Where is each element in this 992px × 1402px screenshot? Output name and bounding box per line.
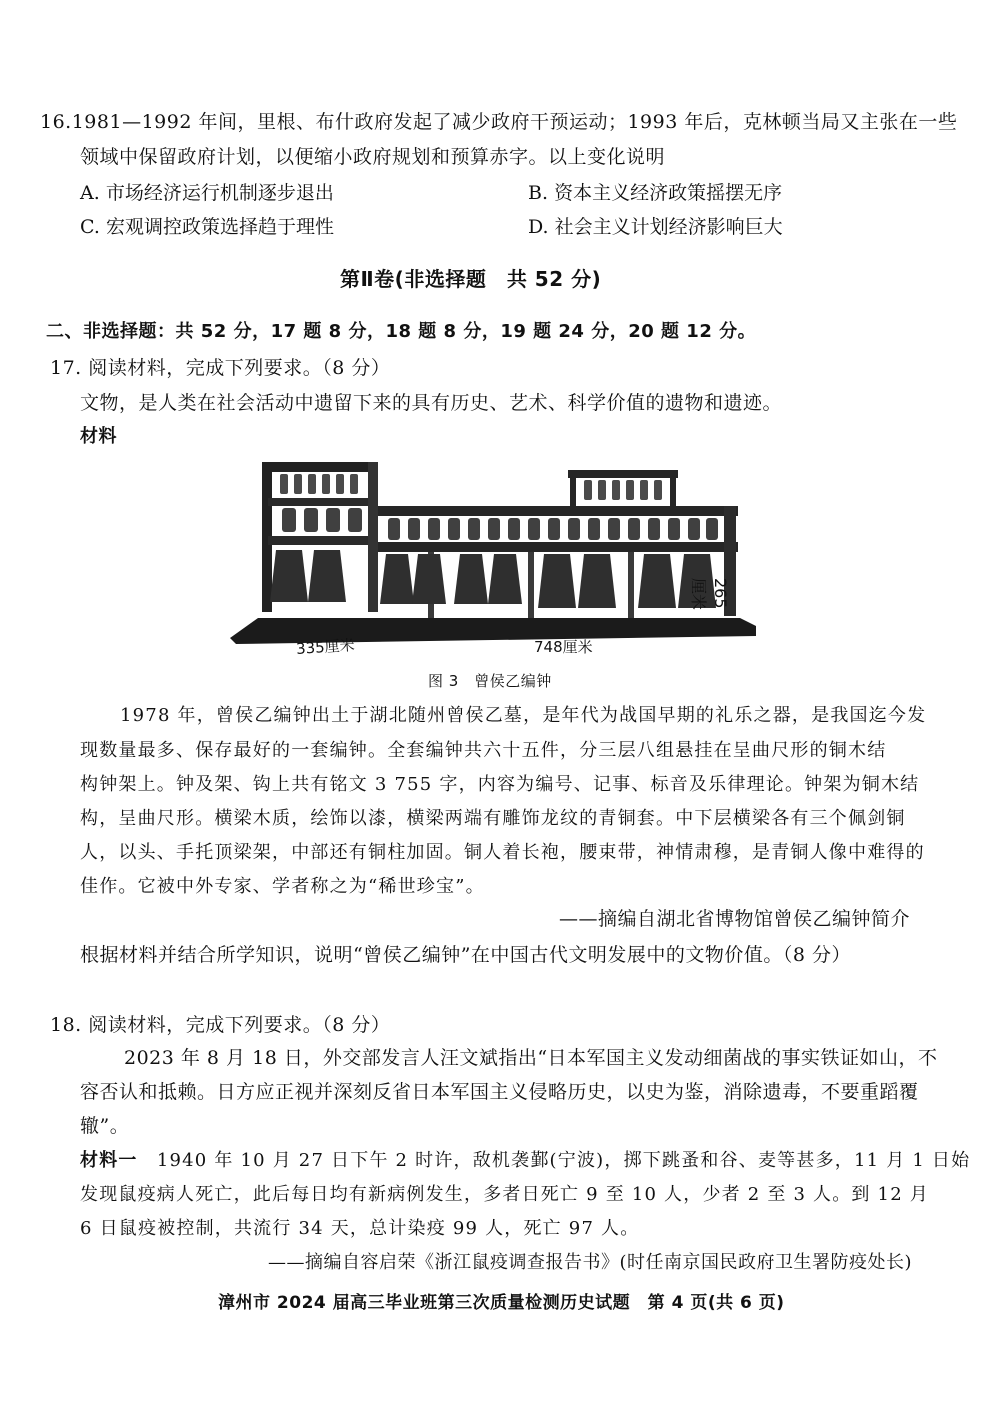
q18-material1-line3: 6 日鼠疫被控制，共流行 34 天，总计染疫 99 人，死亡 97 人。 bbox=[80, 1218, 640, 1239]
q17-task: 根据材料并结合所学知识，说明“曾侯乙编钟”在中国古代文明发展中的文物价值。（8 分） bbox=[80, 944, 852, 966]
q16-stem-text: 1981—1992 年间，里根、布什政府发起了减少政府干预运动；1993 年后，克林顿当局又主张在一些 bbox=[71, 111, 958, 133]
q17-paragraph-line4: 构，呈曲尺形。横梁木质，绘饰以漆，横梁两端有雕饰龙纹的青铜套。中下层横梁各有三个佩剑铜 bbox=[80, 808, 906, 829]
q17-paragraph-line6: 佳作。它被中外专家、学者称之为“稀世珍宝”。 bbox=[80, 876, 485, 897]
q17-paragraph-line5: 人，以头、手托顶梁架，中部还有铜柱加固。铜人着长袍，腰束带，神情肃穆，是青铜人像中难得的 bbox=[80, 842, 925, 863]
q18-header: 18. 阅读材料，完成下列要求。（8 分） bbox=[50, 1014, 391, 1036]
q18-material1-label: 材料一 bbox=[80, 1150, 138, 1171]
q17-paragraph-line1: 1978 年，曾侯乙编钟出土于湖北随州曾侯乙墓，是年代为战国早期的礼乐之器，是我国迄今发 bbox=[120, 705, 927, 726]
figure-caption: 图 3 曾侯乙编钟 bbox=[428, 672, 552, 690]
q18-intro-line3: 辙”。 bbox=[80, 1115, 130, 1137]
bianzhong-figure bbox=[228, 458, 768, 658]
figure-dim-main: 748厘米 bbox=[534, 638, 593, 656]
figure-dim-left: 335厘米 bbox=[295, 635, 356, 659]
q16-option-b: B. 资本主义经济政策摇摆无序 bbox=[528, 182, 783, 204]
q17-header: 17. 阅读材料，完成下列要求。（8 分） bbox=[50, 357, 391, 379]
q16-option-d: D. 社会主义计划经济影响巨大 bbox=[528, 216, 783, 238]
page-footer: 漳州市 2024 届高三毕业班第三次质量检测历史试题 第 4 页(共 6 页) bbox=[218, 1293, 785, 1313]
q18-intro-line1: 2023 年 8 月 18 日，外交部发言人汪文斌指出“日本军国主义发动细菌战的事实铁证如山，不 bbox=[124, 1047, 938, 1069]
q17-intro: 文物，是人类在社会活动中遗留下来的具有历史、艺术、科学价值的遗物和遗迹。 bbox=[80, 392, 783, 414]
q18-material1-text1: 1940 年 10 月 27 日下午 2 时许，敌机袭鄞(宁波)，掷下跳蚤和谷、麦等甚多，11 月 1 日始 bbox=[156, 1150, 971, 1171]
section2-intro: 二、非选择题：共 52 分，17 题 8 分，18 题 8 分，19 题 24 分，20 题 12 分。 bbox=[46, 321, 757, 342]
q17-material-label: 材料 bbox=[80, 426, 117, 447]
q16-stem-line1 bbox=[40, 109, 957, 135]
q18-material1-line2: 发现鼠疫病人死亡，此后每日均有新病例发生，多者日死亡 9 至 10 人，少者 2 至 3 人。到 12 月 bbox=[80, 1184, 929, 1205]
section2-title: 第Ⅱ卷(非选择题 共 52 分) bbox=[340, 267, 602, 291]
q16-number: 16. bbox=[40, 111, 72, 133]
figure-dim-height: 265厘米 bbox=[689, 578, 730, 611]
bianzhong-illustration bbox=[228, 458, 768, 658]
q17-paragraph-line3: 构钟架上。钟及架、钩上共有铭文 3 755 字，内容为编号、记事、标音及乐律理论。钟架为铜木结 bbox=[80, 774, 920, 795]
q17-paragraph-line2: 现数量最多、保存最好的一套编钟。全套编钟共六十五件，分三层八组悬挂在呈曲尺形的铜木结 bbox=[80, 740, 887, 761]
q16-stem-line2: 领域中保留政府计划，以便缩小政府规划和预算赤字。以上变化说明 bbox=[80, 146, 666, 168]
q17-source: ——摘编自湖北省博物馆曾侯乙编钟简介 bbox=[558, 908, 910, 930]
q16-option-a: A. 市场经济运行机制逐步退出 bbox=[80, 182, 334, 204]
q16-option-c: C. 宏观调控政策选择趋于理性 bbox=[80, 216, 334, 238]
q18-material1-line1 bbox=[80, 1148, 970, 1174]
q18-source: ——摘编自容启荣《浙江鼠疫调查报告书》(时任南京国民政府卫生署防疫处长) bbox=[267, 1252, 912, 1273]
q18-intro-line2: 容否认和抵赖。日方应正视并深刻反省日本军国主义侵略历史，以史为鉴，消除遗毒，不要重蹈覆 bbox=[80, 1081, 919, 1103]
